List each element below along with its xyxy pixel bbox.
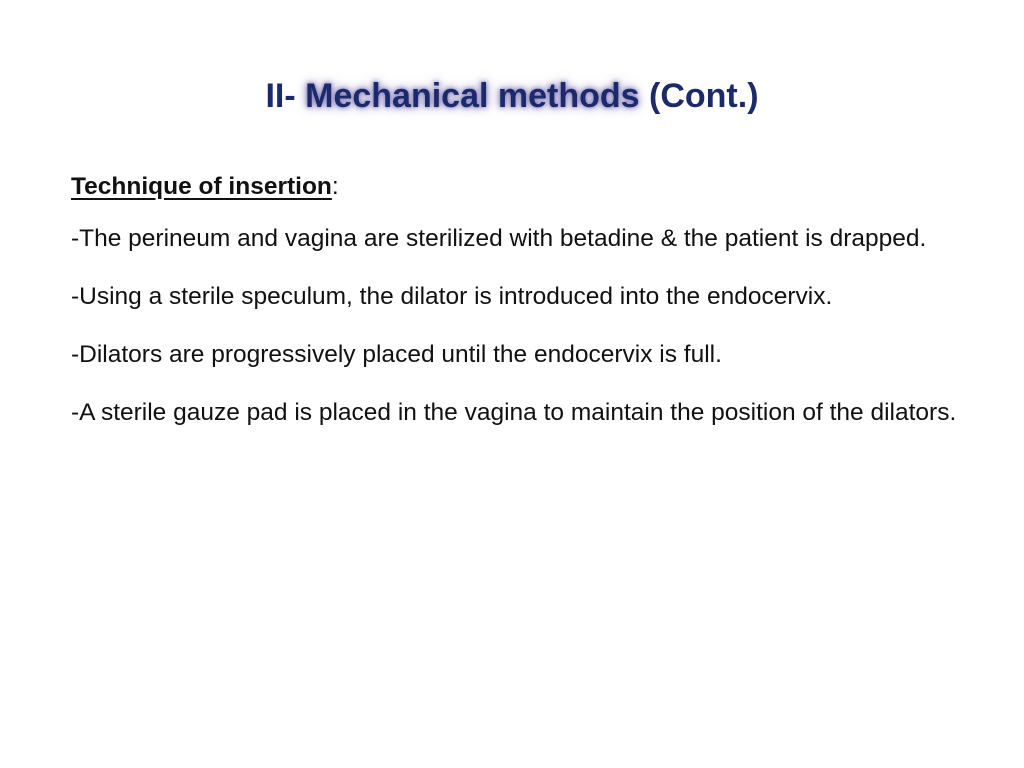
slide-body: [71, 163, 962, 447]
list-item: -The perineum and vagina are sterilized with betadine & the patient is drapped.: [71, 225, 927, 252]
list-item: -A sterile gauze pad is placed in the vagina to maintain the position of the dilators.: [71, 399, 957, 426]
title-prefix: II-: [265, 77, 306, 115]
list-item: -Dilators are progressively placed until the endocervix is full.: [71, 341, 722, 368]
list-item: -Using a sterile speculum, the dilator is introduced into the endocervix.: [71, 283, 833, 310]
section-heading: [71, 163, 962, 211]
section-heading-text: Technique of insertion: [71, 173, 332, 200]
title-suffix: (Cont.): [639, 77, 759, 115]
title-highlight: Mechanical methods: [305, 77, 640, 115]
slide-title: [0, 72, 1024, 120]
section-heading-colon: :: [331, 173, 339, 200]
